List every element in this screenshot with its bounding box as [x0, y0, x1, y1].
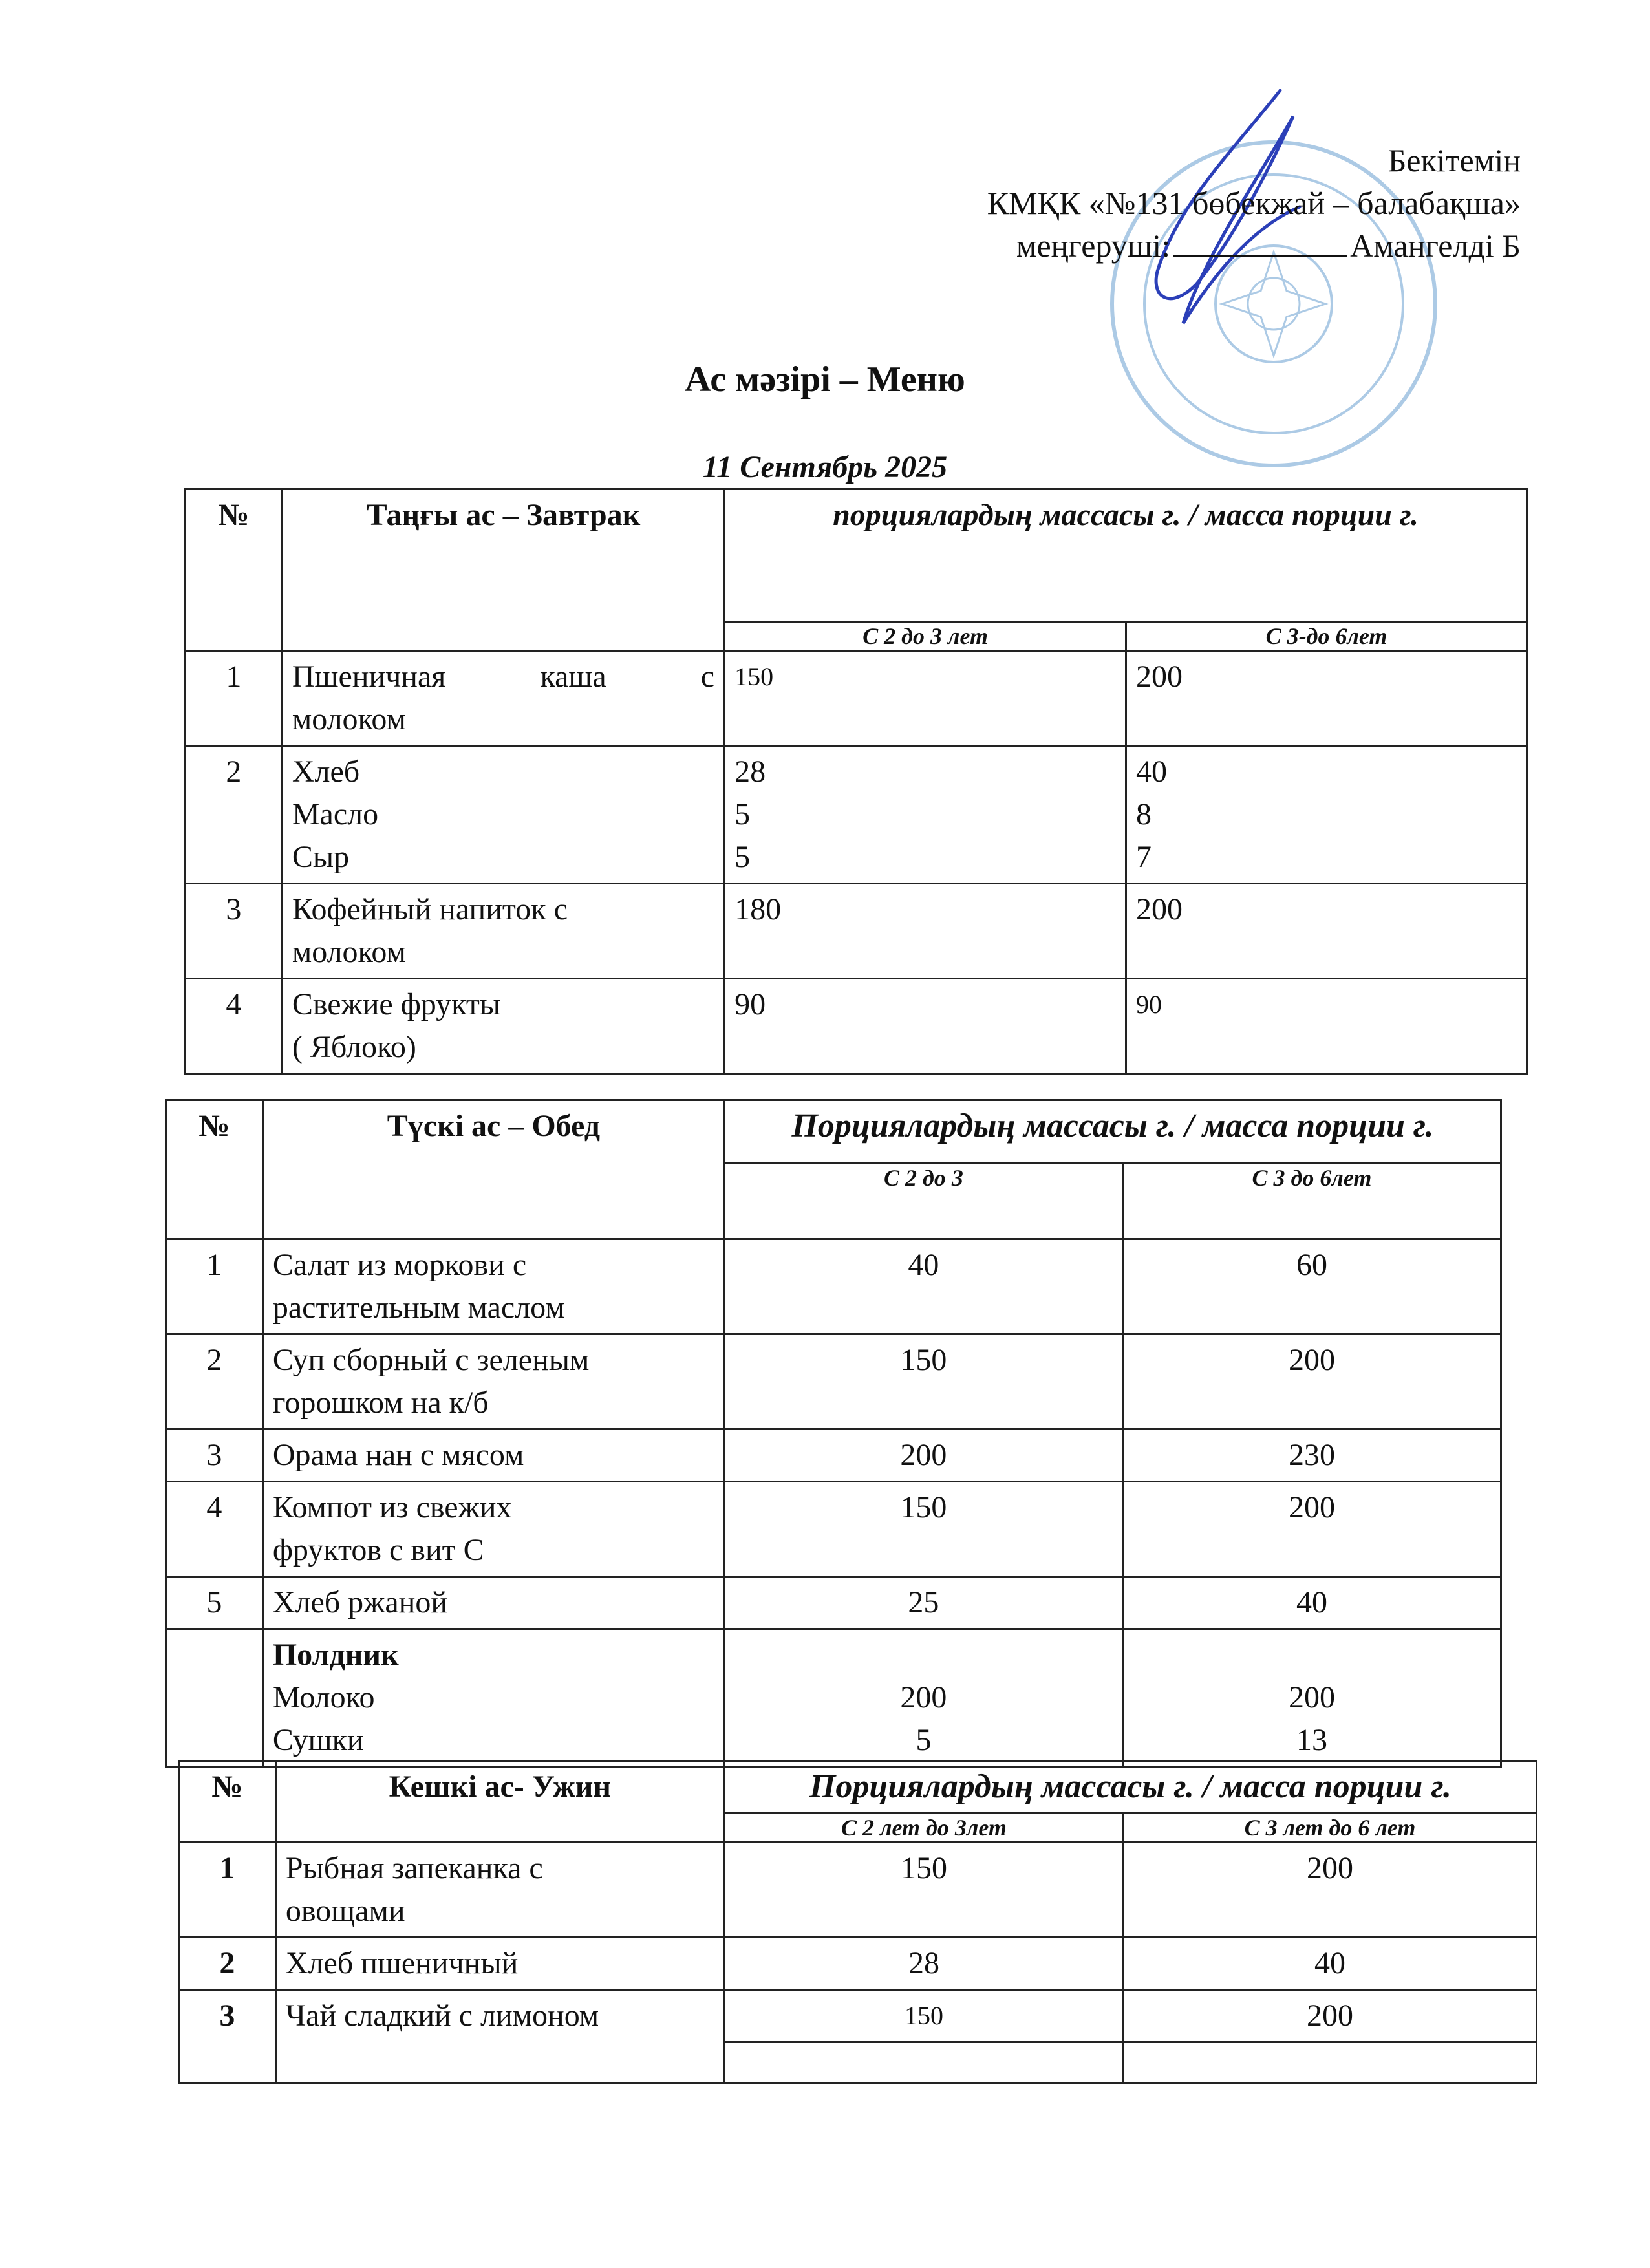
mass-value-1: 150: [725, 651, 1126, 746]
mass-item: 5: [916, 1723, 932, 1757]
lunch-table: [165, 1099, 1502, 1768]
dish-line: фруктов с вит С: [272, 1533, 484, 1567]
mass-value-2: 200: [1126, 651, 1527, 746]
table-header-row: [166, 1100, 1501, 1164]
mass-value-2: [1126, 746, 1527, 884]
table-header-row: [179, 1761, 1537, 1813]
table-row: [166, 1334, 1501, 1429]
mass-value-2: 90: [1126, 979, 1527, 1074]
mass-item: 200: [900, 1680, 947, 1715]
dish-item: Сушки: [272, 1723, 364, 1757]
mass-value-1: 150: [724, 1843, 1123, 1938]
table-row: [166, 1239, 1501, 1334]
manager-line: [987, 224, 1521, 267]
dish-line: растительным маслом: [272, 1290, 565, 1325]
dish-name: [275, 1843, 724, 1938]
table-row: [166, 1429, 1501, 1482]
snack-row: [166, 1629, 1501, 1767]
dish-name: [282, 651, 724, 746]
dish-line: Суп сборный с зеленым: [272, 1343, 590, 1377]
approve-label: Бекітемін: [1388, 142, 1521, 178]
dish-line: ( Яблоко): [292, 1030, 416, 1064]
header-mass: порциялардың массасы г. / масса порции г.: [725, 489, 1527, 622]
mass-value-1: 25: [724, 1577, 1122, 1629]
header-mass: Порциялардың массасы г. / масса порции г.: [724, 1761, 1536, 1813]
mass-value-1: 40: [724, 1239, 1122, 1334]
dish-word: Пшеничная: [292, 659, 446, 694]
dish-name: Хлеб пшеничный: [275, 1938, 724, 1990]
mass-item: 13: [1296, 1723, 1327, 1757]
mass-value-2: 200: [1126, 884, 1527, 979]
table-row: [186, 651, 1527, 746]
dish-line: овощами: [285, 1894, 405, 1928]
snack-title: Полдник: [272, 1638, 399, 1672]
mass-value-1: 200: [724, 1429, 1122, 1482]
row-number: 3: [179, 1990, 276, 2084]
mass-item: 200: [1288, 1680, 1335, 1715]
mass-value-2: 40: [1123, 1938, 1536, 1990]
mass-value-2: [1122, 1629, 1501, 1767]
dish-name: [262, 1239, 724, 1334]
row-number: 4: [186, 979, 283, 1074]
dish-line: Рыбная запеканка с: [285, 1851, 543, 1885]
mass-value-1: 150: [724, 1334, 1122, 1429]
dish-line: горошком на к/б: [272, 1385, 489, 1420]
row-number: 2: [179, 1938, 276, 1990]
signature-blank: [1173, 229, 1347, 257]
header-meal: Түскі ас – Обед: [262, 1100, 724, 1239]
subheader-age-2: С 3 до 6лет: [1122, 1164, 1501, 1239]
subheader-age-2: С 3-до 6лет: [1126, 622, 1527, 651]
mass-value-2: 40: [1122, 1577, 1501, 1629]
mass-value-1: [725, 746, 1126, 884]
table-header-row: [186, 489, 1527, 622]
header-meal: Кешкі ас- Ужин: [275, 1761, 724, 1843]
subheader-age-1: С 2 до 3 лет: [725, 622, 1126, 651]
dish-name: [262, 1629, 724, 1767]
row-number: 1: [179, 1843, 276, 1938]
header-number: №: [166, 1100, 263, 1239]
mass-item: 5: [734, 840, 751, 874]
mass-value-1: 150: [724, 1990, 1123, 2042]
dish-line: Кофейный напиток с: [292, 892, 568, 926]
mass-value-2: 230: [1122, 1429, 1501, 1482]
dish-word: каша: [540, 659, 606, 694]
header-number: №: [186, 489, 283, 651]
mass-value-1: 180: [725, 884, 1126, 979]
mass-value-1: 28: [724, 1938, 1123, 1990]
menu-title: Ас мәзірі – Меню: [685, 359, 965, 400]
table-row: [186, 746, 1527, 884]
mass-value-2: 60: [1122, 1239, 1501, 1334]
mass-item: 28: [734, 754, 766, 789]
dish-item: Хлеб: [292, 754, 360, 789]
row-number: 2: [186, 746, 283, 884]
mass-value-2: 200: [1123, 1843, 1536, 1938]
dish-line: Салат из моркови с: [272, 1248, 527, 1282]
dish-name: [282, 979, 724, 1074]
subheader-age-1: С 2 лет до 3лет: [724, 1813, 1123, 1843]
table-row: [179, 1938, 1537, 1990]
dish-name: Хлеб ржаной: [262, 1577, 724, 1629]
dish-name: [282, 884, 724, 979]
table-row: [186, 884, 1527, 979]
subheader-age-2: С 3 лет до 6 лет: [1123, 1813, 1536, 1843]
mass-value-2: 200: [1122, 1334, 1501, 1429]
dish-item: Масло: [292, 797, 379, 831]
empty-cell: [724, 2042, 1123, 2084]
mass-item: 7: [1136, 840, 1152, 874]
approval-block: [987, 139, 1521, 267]
dish-name: [282, 746, 724, 884]
row-number-empty: [166, 1629, 263, 1767]
dish-name: [262, 1482, 724, 1577]
table-row: [186, 979, 1527, 1074]
organization-name: КМҚК «№131 бөбекжай – балабақша»: [987, 185, 1521, 221]
row-number: 4: [166, 1482, 263, 1577]
manager-label: меңгеруші:: [1016, 228, 1171, 264]
dish-word: молоком: [292, 702, 406, 736]
mass-value-1: [724, 1629, 1122, 1767]
dish-name: Чай сладкий с лимоном: [275, 1990, 724, 2084]
subheader-age-1: С 2 до 3: [724, 1164, 1122, 1239]
row-number: 3: [166, 1429, 263, 1482]
table-row: [179, 1843, 1537, 1938]
header-meal: Таңғы ас – Завтрак: [282, 489, 724, 651]
table-row: [166, 1482, 1501, 1577]
row-number: 1: [166, 1239, 263, 1334]
breakfast-table: [184, 488, 1528, 1075]
menu-date: 11 Сентябрь 2025: [702, 450, 948, 484]
mass-item: 8: [1136, 797, 1152, 831]
mass-item: 40: [1136, 754, 1168, 789]
dish-name: Орама нан с мясом: [262, 1429, 724, 1482]
empty-cell: [1123, 2042, 1536, 2084]
dinner-table: [178, 1760, 1538, 2084]
dish-name: [262, 1334, 724, 1429]
mass-value-2: 200: [1123, 1990, 1536, 2042]
manager-name: Амангелді Б: [1350, 228, 1521, 264]
row-number: 3: [186, 884, 283, 979]
mass-value-2: 200: [1122, 1482, 1501, 1577]
mass-value-1: 150: [724, 1482, 1122, 1577]
row-number: 2: [166, 1334, 263, 1429]
dish-line: Компот из свежих: [272, 1490, 512, 1524]
header-mass: Порциялардың массасы г. / масса порции г.: [724, 1100, 1501, 1164]
table-row: [179, 1990, 1537, 2042]
dish-line: молоком: [292, 935, 406, 969]
dish-word: с: [700, 659, 715, 694]
table-row: [166, 1577, 1501, 1629]
row-number: 5: [166, 1577, 263, 1629]
dish-item: Сыр: [292, 840, 350, 874]
mass-item: 5: [734, 797, 751, 831]
mass-value-1: 90: [725, 979, 1126, 1074]
dish-line: Свежие фрукты: [292, 987, 501, 1022]
header-number: №: [179, 1761, 276, 1843]
row-number: 1: [186, 651, 283, 746]
dish-item: Молоко: [272, 1680, 375, 1715]
